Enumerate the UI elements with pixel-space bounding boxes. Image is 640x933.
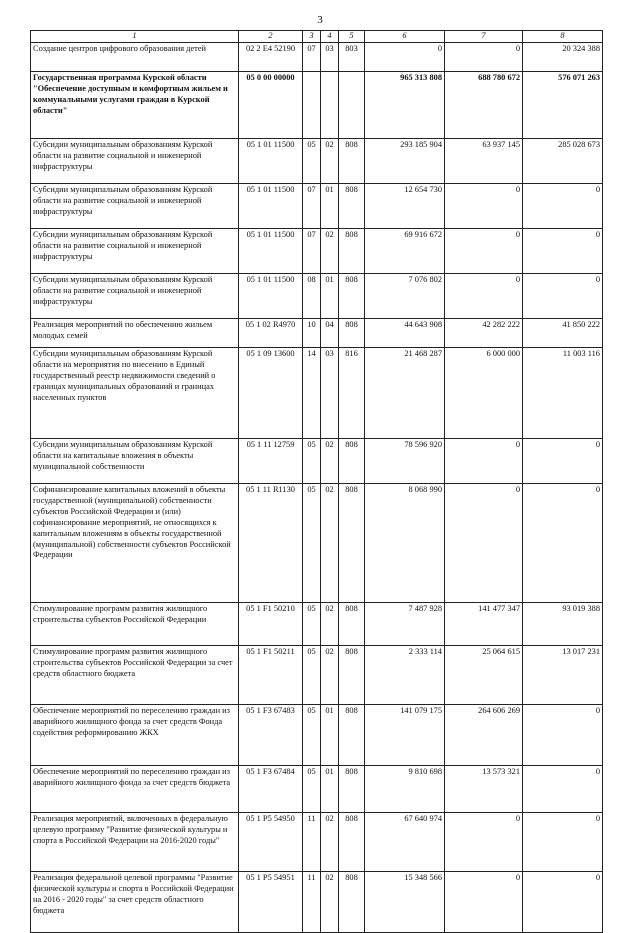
header-cell: 6 xyxy=(365,31,445,43)
item-name-cell: Субсидии муниципальным образованиям Курской области на развитие социальной и инженерной инфраструктуры xyxy=(31,273,239,318)
item-name-cell: Субсидии муниципальным образованиям Курской области на развитие социальной и инженерной инфраструктуры xyxy=(31,138,239,183)
amount-col7-cell: 0 xyxy=(445,483,523,602)
item-name-cell: Обеспечение мероприятий по переселению граждан из аварийного жилищного фонда за счет средств Фонда содействия реформированию ЖКХ xyxy=(31,704,239,765)
amount-col7-cell: 0 xyxy=(445,438,523,483)
expense-type-cell xyxy=(339,71,365,138)
item-name-cell: Реализация федеральной целевой программы "Развитие физической культуры и спорта в Российской Федерации на 2016 - 2020 годы" за счет средств областного бюджета xyxy=(31,871,239,932)
target-code-cell: 05 1 01 11500 xyxy=(239,138,303,183)
amount-col8-cell: 0 xyxy=(523,438,603,483)
target-code-cell: 05 1 01 11500 xyxy=(239,273,303,318)
amount-col7-cell: 0 xyxy=(445,871,523,932)
amount-col6-cell: 44 643 908 xyxy=(365,318,445,347)
amount-col7-cell: 264 606 269 xyxy=(445,704,523,765)
expense-type-cell: 808 xyxy=(339,438,365,483)
expense-type-cell: 808 xyxy=(339,765,365,812)
table-row xyxy=(31,483,603,602)
expense-type-cell: 808 xyxy=(339,871,365,932)
table-row xyxy=(31,138,603,183)
expense-type-cell: 808 xyxy=(339,228,365,273)
subsection-cell: 04 xyxy=(321,318,339,347)
table-row xyxy=(31,228,603,273)
section-cell: 05 xyxy=(303,138,321,183)
table-row xyxy=(31,318,603,347)
amount-col6-cell: 2 333 114 xyxy=(365,645,445,704)
subsection-cell: 02 xyxy=(321,483,339,602)
amount-col8-cell: 285 028 673 xyxy=(523,138,603,183)
section-cell: 07 xyxy=(303,183,321,228)
target-code-cell: 05 1 P5 54950 xyxy=(239,812,303,871)
amount-col8-cell: 0 xyxy=(523,704,603,765)
item-name-cell: Субсидии муниципальным образованиям Курской области на развитие социальной и инженерной инфраструктуры xyxy=(31,228,239,273)
header-cell: 5 xyxy=(339,31,365,43)
item-name-cell: Стимулирование программ развития жилищного строительства субъектов Российской Федерации xyxy=(31,602,239,645)
amount-col6-cell: 293 185 904 xyxy=(365,138,445,183)
item-name-cell: Реализация мероприятий по обеспечению жильем молодых семей xyxy=(31,318,239,347)
subsection-cell: 02 xyxy=(321,812,339,871)
amount-col7-cell: 0 xyxy=(445,228,523,273)
subsection-cell: 01 xyxy=(321,704,339,765)
target-code-cell: 05 1 01 11500 xyxy=(239,228,303,273)
item-name-cell: Реализация мероприятий, включенных в федеральную целевую программу "Развитие физической культуры и спорта в Российской Федерации на 2016-2020 годы" xyxy=(31,812,239,871)
section-cell: 08 xyxy=(303,273,321,318)
subsection-cell: 02 xyxy=(321,645,339,704)
section-cell: 05 xyxy=(303,645,321,704)
expense-type-cell: 808 xyxy=(339,704,365,765)
table-row xyxy=(31,645,603,704)
amount-col6-cell: 12 654 730 xyxy=(365,183,445,228)
item-name-cell: Субсидии муниципальным образованиям Курской области на капитальные вложения в объекты муниципальной собственности xyxy=(31,438,239,483)
page-number: 3 xyxy=(317,14,323,26)
section-cell: 11 xyxy=(303,812,321,871)
section-cell: 05 xyxy=(303,704,321,765)
amount-col6-cell: 7 487 928 xyxy=(365,602,445,645)
amount-col7-cell: 0 xyxy=(445,183,523,228)
amount-col7-cell: 63 937 145 xyxy=(445,138,523,183)
subsection-cell: 02 xyxy=(321,438,339,483)
target-code-cell: 05 0 00 00000 xyxy=(239,71,303,138)
subsection-cell: 02 xyxy=(321,871,339,932)
amount-col6-cell: 7 076 802 xyxy=(365,273,445,318)
amount-col6-cell: 8 068 990 xyxy=(365,483,445,602)
section-cell: 07 xyxy=(303,42,321,71)
section-cell: 07 xyxy=(303,228,321,273)
table-row xyxy=(31,71,603,138)
item-name-cell: Стимулирование программ развития жилищного строительства субъектов Российской Федерации за счет средств областного бюджета xyxy=(31,645,239,704)
section-cell: 10 xyxy=(303,318,321,347)
amount-col6-cell: 141 079 175 xyxy=(365,704,445,765)
subsection-cell: 01 xyxy=(321,183,339,228)
amount-col6-cell: 78 596 920 xyxy=(365,438,445,483)
subsection-cell: 02 xyxy=(321,602,339,645)
table-row xyxy=(31,438,603,483)
target-code-cell: 05 1 F3 67484 xyxy=(239,765,303,812)
target-code-cell: 05 1 09 13600 xyxy=(239,347,303,438)
subsection-cell: 03 xyxy=(321,347,339,438)
expense-type-cell: 808 xyxy=(339,138,365,183)
target-code-cell: 05 1 P5 54951 xyxy=(239,871,303,932)
section-cell: 05 xyxy=(303,602,321,645)
expense-type-cell: 808 xyxy=(339,645,365,704)
amount-col7-cell: 0 xyxy=(445,273,523,318)
amount-col6-cell: 21 468 287 xyxy=(365,347,445,438)
expense-type-cell: 803 xyxy=(339,42,365,71)
expense-type-cell: 808 xyxy=(339,273,365,318)
header-cell: 3 xyxy=(303,31,321,43)
amount-col6-cell: 69 916 672 xyxy=(365,228,445,273)
subsection-cell: 01 xyxy=(321,273,339,318)
amount-col8-cell: 0 xyxy=(523,228,603,273)
amount-col7-cell: 42 282 222 xyxy=(445,318,523,347)
subsection-cell: 01 xyxy=(321,765,339,812)
amount-col8-cell: 20 324 388 xyxy=(523,42,603,71)
table-row xyxy=(31,812,603,871)
amount-col8-cell: 0 xyxy=(523,812,603,871)
header-cell: 2 xyxy=(239,31,303,43)
amount-col7-cell: 141 477 347 xyxy=(445,602,523,645)
target-code-cell: 05 1 11 12759 xyxy=(239,438,303,483)
amount-col6-cell: 9 810 698 xyxy=(365,765,445,812)
amount-col8-cell: 93 019 388 xyxy=(523,602,603,645)
item-name-cell: Обеспечение мероприятий по переселению граждан из аварийного жилищного фонда за счет средств бюджета xyxy=(31,765,239,812)
section-cell xyxy=(303,71,321,138)
subsection-cell: 03 xyxy=(321,42,339,71)
target-code-cell: 05 1 02 R4970 xyxy=(239,318,303,347)
subsection-cell: 02 xyxy=(321,138,339,183)
section-cell: 11 xyxy=(303,871,321,932)
amount-col8-cell: 11 003 116 xyxy=(523,347,603,438)
budget-table xyxy=(30,30,603,933)
expense-type-cell: 808 xyxy=(339,812,365,871)
table-row xyxy=(31,871,603,932)
table-row xyxy=(31,347,603,438)
expense-type-cell: 808 xyxy=(339,183,365,228)
table-row xyxy=(31,183,603,228)
amount-col6-cell: 67 640 974 xyxy=(365,812,445,871)
subsection-cell xyxy=(321,71,339,138)
amount-col7-cell: 13 573 321 xyxy=(445,765,523,812)
amount-col7-cell: 0 xyxy=(445,42,523,71)
table-row xyxy=(31,42,603,71)
header-cell: 8 xyxy=(523,31,603,43)
header-cell: 4 xyxy=(321,31,339,43)
amount-col6-cell: 965 313 808 xyxy=(365,71,445,138)
expense-type-cell: 808 xyxy=(339,483,365,602)
amount-col8-cell: 0 xyxy=(523,871,603,932)
section-cell: 05 xyxy=(303,483,321,602)
table-row xyxy=(31,704,603,765)
amount-col6-cell: 0 xyxy=(365,42,445,71)
amount-col8-cell: 576 071 263 xyxy=(523,71,603,138)
header-cell: 7 xyxy=(445,31,523,43)
table-row xyxy=(31,273,603,318)
amount-col8-cell: 0 xyxy=(523,183,603,228)
target-code-cell: 05 1 01 11500 xyxy=(239,183,303,228)
section-cell: 05 xyxy=(303,438,321,483)
item-name-cell: Государственная программа Курской области "Обеспечение доступным и комфортным жильем и коммунальными услугами граждан в Курской области" xyxy=(31,71,239,138)
table-row xyxy=(31,765,603,812)
subsection-cell: 02 xyxy=(321,228,339,273)
item-name-cell: Субсидии муниципальным образованиям Курской области на развитие социальной и инженерной инфраструктуры xyxy=(31,183,239,228)
amount-col7-cell: 6 000 000 xyxy=(445,347,523,438)
target-code-cell: 05 1 F1 50210 xyxy=(239,602,303,645)
amount-col8-cell: 0 xyxy=(523,483,603,602)
expense-type-cell: 808 xyxy=(339,602,365,645)
amount-col8-cell: 13 017 231 xyxy=(523,645,603,704)
section-cell: 05 xyxy=(303,765,321,812)
amount-col8-cell: 41 850 222 xyxy=(523,318,603,347)
target-code-cell: 02 2 E4 52190 xyxy=(239,42,303,71)
amount-col7-cell: 25 064 615 xyxy=(445,645,523,704)
expense-type-cell: 816 xyxy=(339,347,365,438)
item-name-cell: Софинансирование капитальных вложений в объекты государственной (муниципальной) собственности субъектов Российской Федерации и (или) софинансирование мероприятий, не относящихся к капитальным вложениям в объекты государственной (муниципальной) собственности субъектов Российской Федерации xyxy=(31,483,239,602)
item-name-cell: Субсидии муниципальным образованиям Курской области на мероприятия по внесению в Единый государственный реестр недвижимости сведений о границах муниципальных образований и границах населенных пунктов xyxy=(31,347,239,438)
target-code-cell: 05 1 F3 67483 xyxy=(239,704,303,765)
amount-col8-cell: 0 xyxy=(523,765,603,812)
section-cell: 14 xyxy=(303,347,321,438)
table-row xyxy=(31,602,603,645)
item-name-cell: Создание центров цифрового образования детей xyxy=(31,42,239,71)
amount-col7-cell: 0 xyxy=(445,812,523,871)
header-cell: 1 xyxy=(31,31,239,43)
amount-col6-cell: 15 348 566 xyxy=(365,871,445,932)
target-code-cell: 05 1 11 R1130 xyxy=(239,483,303,602)
table-header-row xyxy=(31,31,603,43)
target-code-cell: 05 1 F1 50211 xyxy=(239,645,303,704)
amount-col7-cell: 688 780 672 xyxy=(445,71,523,138)
amount-col8-cell: 0 xyxy=(523,273,603,318)
expense-type-cell: 808 xyxy=(339,318,365,347)
